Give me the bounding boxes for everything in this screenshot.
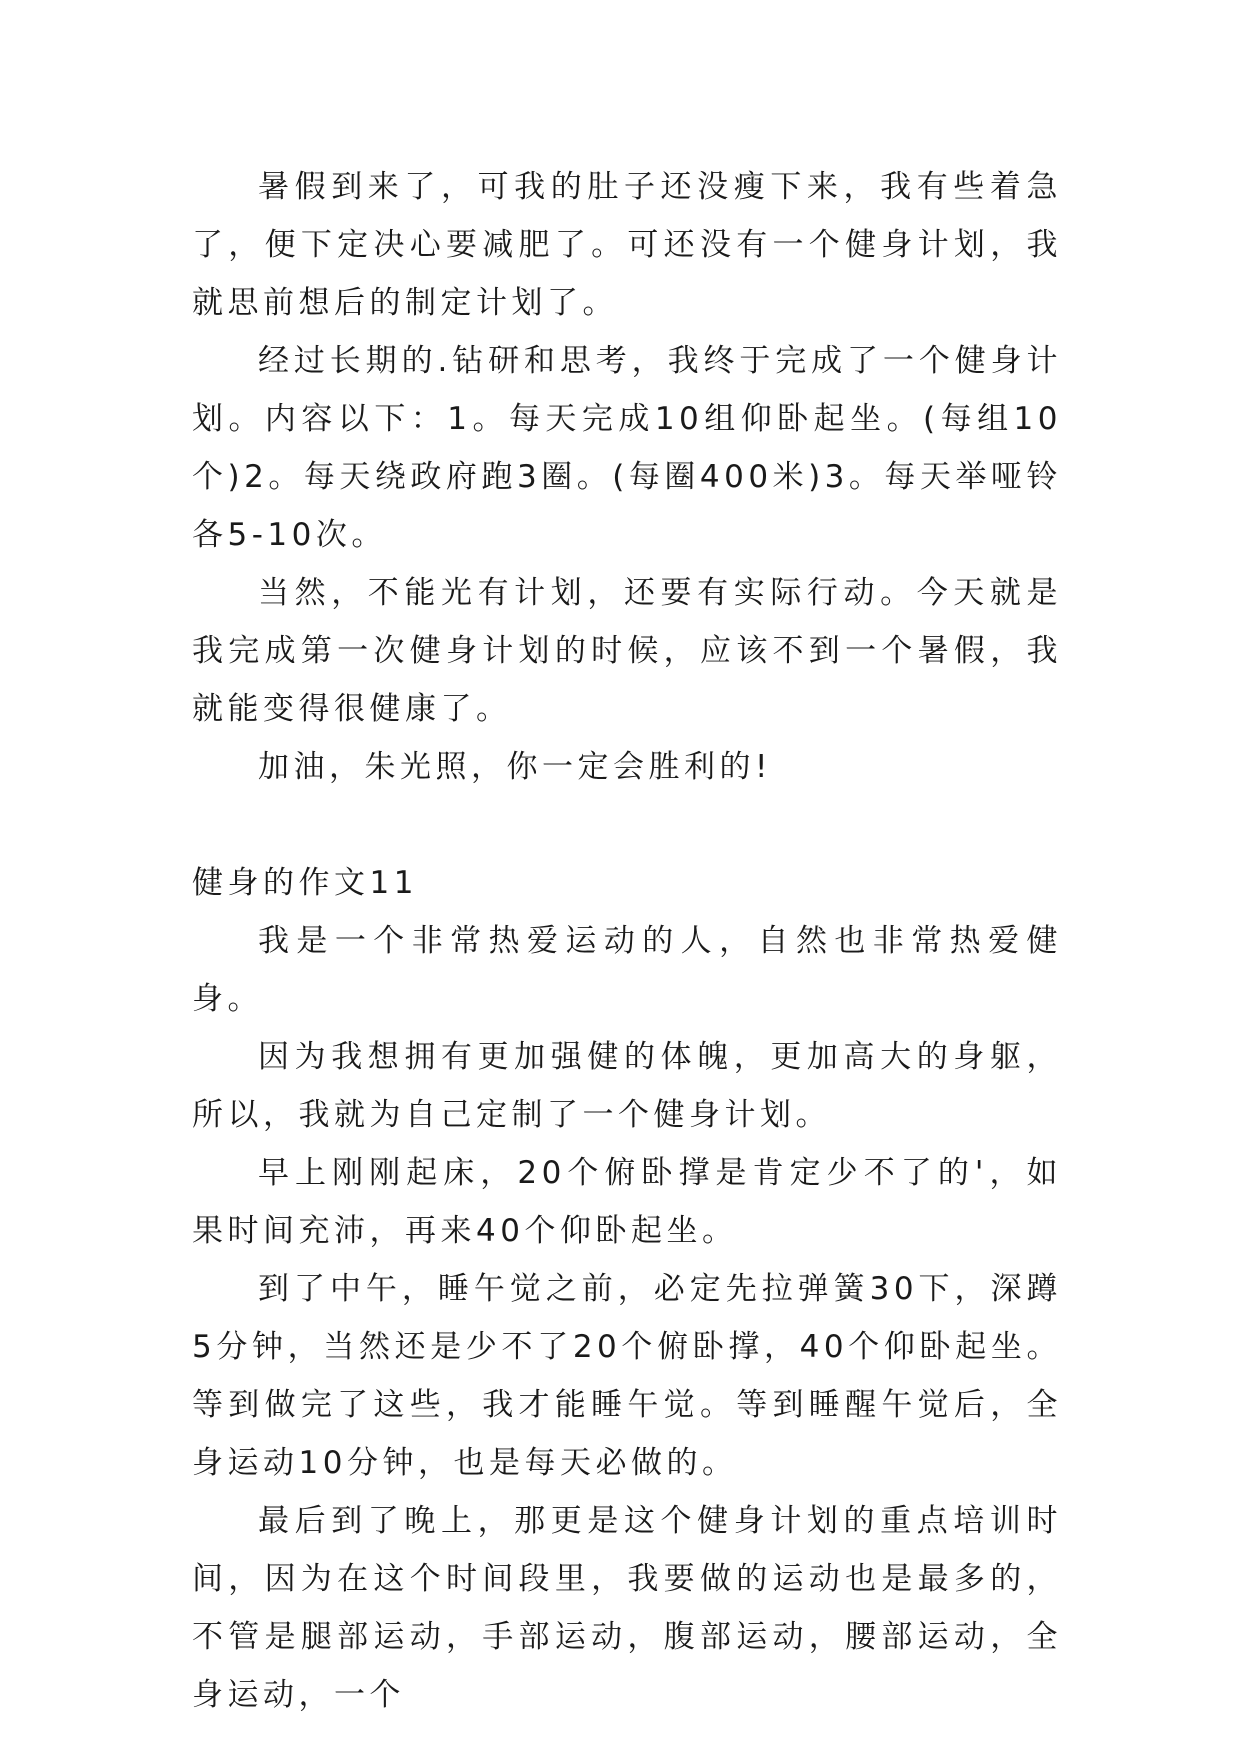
paragraph: 暑假到来了，可我的肚子还没瘦下来，我有些着急了，便下定决心要减肥了。可还没有一个健身计划，我就思前想后的制定计划了。 — [192, 169, 1062, 321]
paragraph: 当然，不能光有计划，还要有实际行动。今天就是我完成第一次健身计划的时候，应该不到一个暑假，我就能变得很健康了。 — [192, 575, 1062, 727]
paragraph: 最后到了晚上，那更是这个健身计划的重点培训时间，因为在这个时间段里，我要做的运动也是最多的，不管是腿部运动，手部运动，腹部运动，腰部运动，全身运动，一个 — [192, 1503, 1062, 1713]
paragraph: 因为我想拥有更加强健的体魄，更加高大的身躯，所以，我就为自己定制了一个健身计划。 — [192, 1039, 1062, 1133]
paragraph: 经过长期的.钻研和思考，我终于完成了一个健身计划。内容以下：1。每天完成10组仰卧起坐。(每组10个)2。每天绕政府跑3圈。(每圈400米)3。每天举哑铃各5-10次。 — [192, 343, 1062, 553]
section-title: 健身的作文11 — [192, 865, 418, 901]
paragraph: 到了中午，睡午觉之前，必定先拉弹簧30下，深蹲5分钟，当然还是少不了20个俯卧撑，40个仰卧起坐。等到做完了这些，我才能睡午觉。等到睡醒午觉后，全身运动10分钟，也是每天必做的。 — [192, 1271, 1062, 1481]
document-body — [192, 158, 1062, 1724]
paragraph: 我是一个非常热爱运动的人，自然也非常热爱健身。 — [192, 923, 1062, 1017]
section-spacer — [192, 796, 1062, 854]
paragraph: 早上刚刚起床，20个俯卧撑是肯定少不了的'，如果时间充沛，再来40个仰卧起坐。 — [192, 1155, 1062, 1249]
paragraph: 加油，朱光照，你一定会胜利的! — [258, 749, 772, 785]
